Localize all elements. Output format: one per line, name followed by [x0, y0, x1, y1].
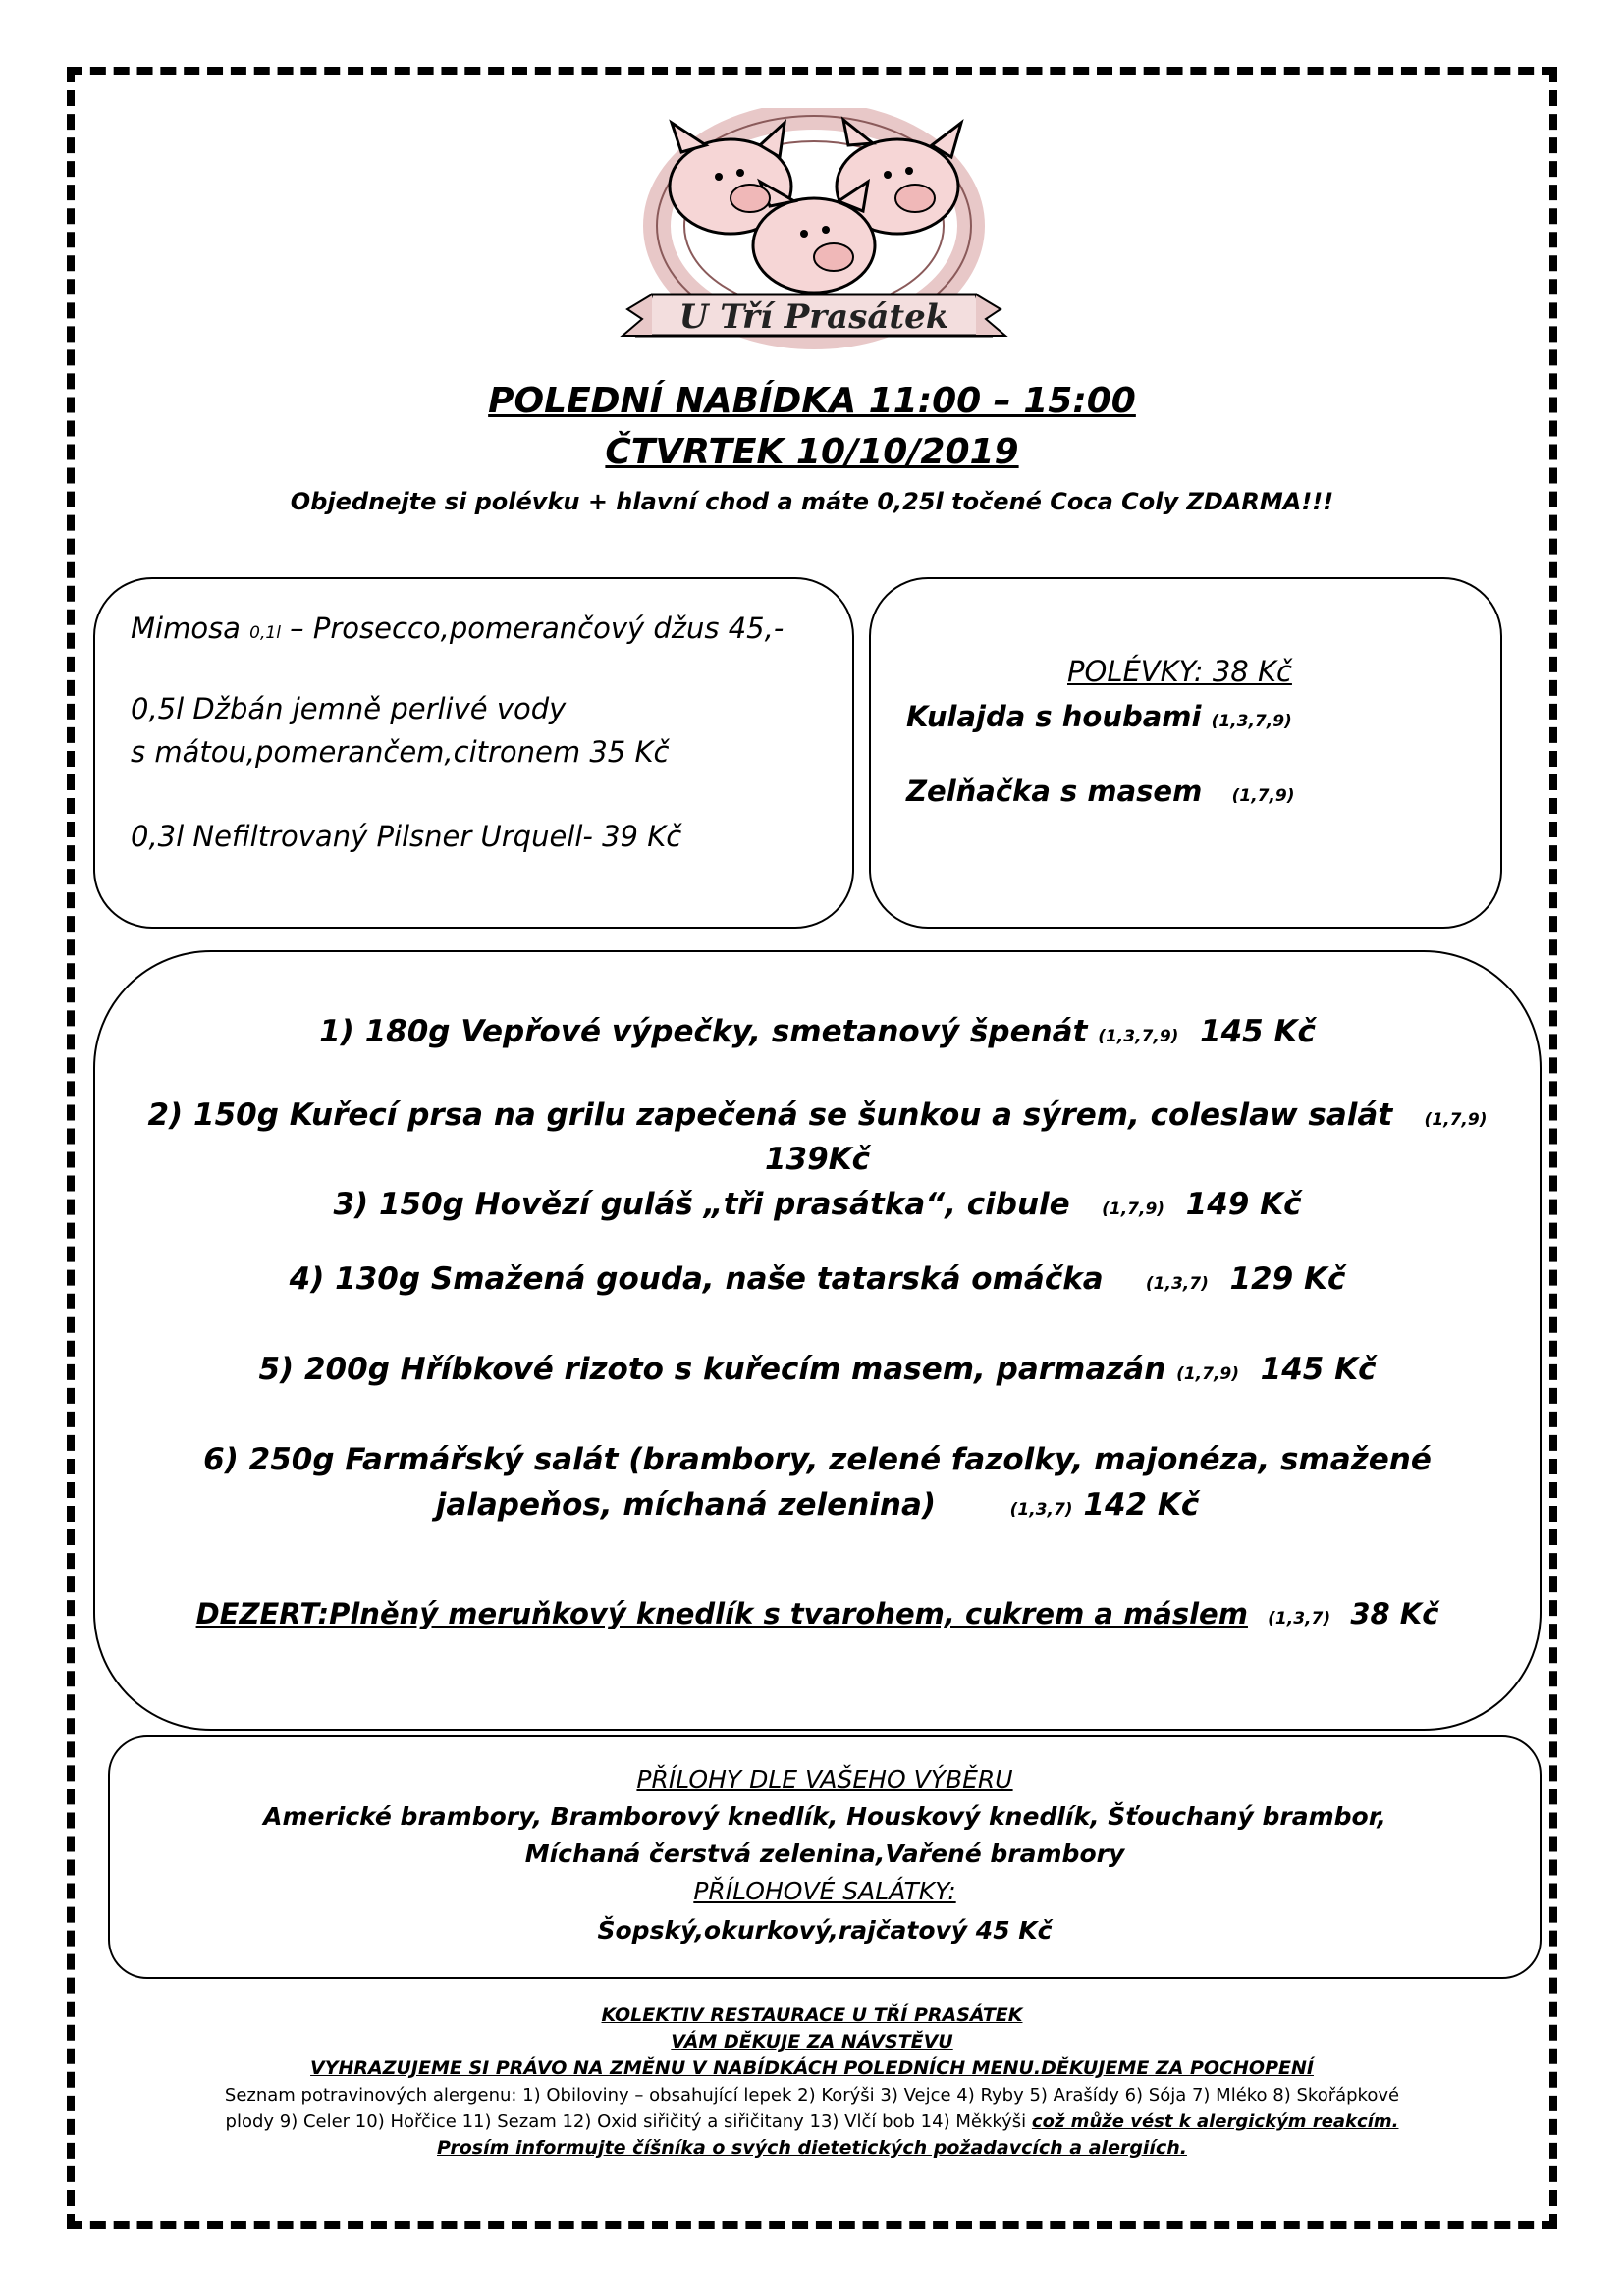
drink-item: s mátou,pomerančem,citronem 35 Kč	[131, 735, 670, 769]
allergen-list: plody 9) Celer 10) Hořčice 11) Sezam 12) Oxid siřičitý a siřičitany 13) Vlčí bob 14) Měkkýši což může vést k alergickým reakcím.	[225, 2111, 1399, 2132]
soups-heading: POLÉVKY: 38 Kč	[1067, 655, 1292, 688]
drinks-box	[93, 577, 854, 929]
date-title: ČTVRTEK 10/10/2019	[605, 432, 1019, 472]
dessert-item: DEZERT:Plněný meruňkový knedlík s tvarohem, cukrem a máslem (1,3,7) 38 Kč	[195, 1597, 1439, 1630]
footer-note: Prosím informujte číšníka o svých dietetických požadavcích a alergiích.	[437, 2137, 1187, 2159]
drink-item: 0,5l Džbán jemně perlivé vody	[131, 692, 567, 725]
salads-list: Šopský,okurkový,rajčatový 45 Kč	[597, 1916, 1053, 1945]
footer-thanks: KOLEKTIV RESTAURACE U TŘÍ PRASÁTEK	[601, 2004, 1023, 2026]
drink-item: 0,3l Nefiltrovaný Pilsner Urquell- 39 Kč	[131, 820, 682, 853]
footer-disclaimer: VYHRAZUJEME SI PRÁVO NA ZMĚNU V NABÍDKÁCH POLEDNÍCH MENU.DĚKUJEME ZA POCHOPENÍ	[310, 2057, 1314, 2079]
drink-item: Mimosa 0,1l – Prosecco,pomerančový džus 45,-	[131, 612, 785, 645]
page-title: POLEDNÍ NABÍDKA 11:00 – 15:00	[488, 381, 1136, 421]
main-dish-item: 1) 180g Vepřové výpečky, smetanový špenát (1,3,7,9) 145 Kč	[319, 1014, 1316, 1049]
salads-heading: PŘÍLOHOVÉ SALÁTKY:	[693, 1877, 956, 1905]
sides-list: Americké brambory, Bramborový knedlík, Houskový knedlík, Šťouchaný brambor,	[263, 1802, 1386, 1831]
soup-item: Zelňačka s masem (1,7,9)	[906, 774, 1295, 808]
main-dish-price: 139Kč	[764, 1142, 871, 1177]
main-dish-item: jalapeňos, míchaná zelenina) (1,3,7) 142 Kč	[435, 1487, 1200, 1522]
soups-box	[869, 577, 1502, 929]
footer-thanks: VÁM DĚKUJE ZA NÁVSTĚVU	[671, 2031, 953, 2053]
sides-box	[108, 1735, 1542, 1979]
allergen-list: Seznam potravinových alergenu: 1) Obiloviny – obsahující lepek 2) Korýši 3) Vejce 4) Ryby 5) Arašídy 6) Sója 7) Mléko 8) Skořápkové	[224, 2085, 1400, 2106]
restaurant-logo	[603, 108, 1025, 373]
main-dish-item: 2) 150g Kuřecí prsa na grilu zapečená se šunkou a sýrem, coleslaw salát (1,7,9)	[147, 1097, 1488, 1133]
sides-heading: PŘÍLOHY DLE VAŠEHO VÝBĚRU	[636, 1765, 1013, 1793]
main-dish-item: 6) 250g Farmářský salát (brambory, zelené fazolky, majonéza, smažené	[203, 1442, 1432, 1477]
svg-text:U Tří Prasátek: U Tří Prasátek	[678, 297, 949, 337]
sides-list: Míchaná čerstvá zelenina,Vařené brambory	[524, 1840, 1125, 1868]
three-pigs-logo-icon	[603, 108, 1025, 373]
main-dish-item: 4) 130g Smažená gouda, naše tatarská omáčka (1,3,7) 129 Kč	[289, 1261, 1346, 1297]
promo-text: Objednejte si polévku + hlavní chod a máte 0,25l točené Coca Coly ZDARMA!!!	[290, 488, 1334, 515]
main-dish-item: 5) 200g Hříbkové rizoto s kuřecím masem, parmazán (1,7,9) 145 Kč	[258, 1352, 1377, 1387]
main-dish-item: 3) 150g Hovězí guláš „tři prasátka“, cibule (1,7,9) 149 Kč	[333, 1187, 1302, 1222]
mains-box	[93, 950, 1542, 1731]
soup-item: Kulajda s houbami (1,3,7,9)	[906, 700, 1292, 733]
